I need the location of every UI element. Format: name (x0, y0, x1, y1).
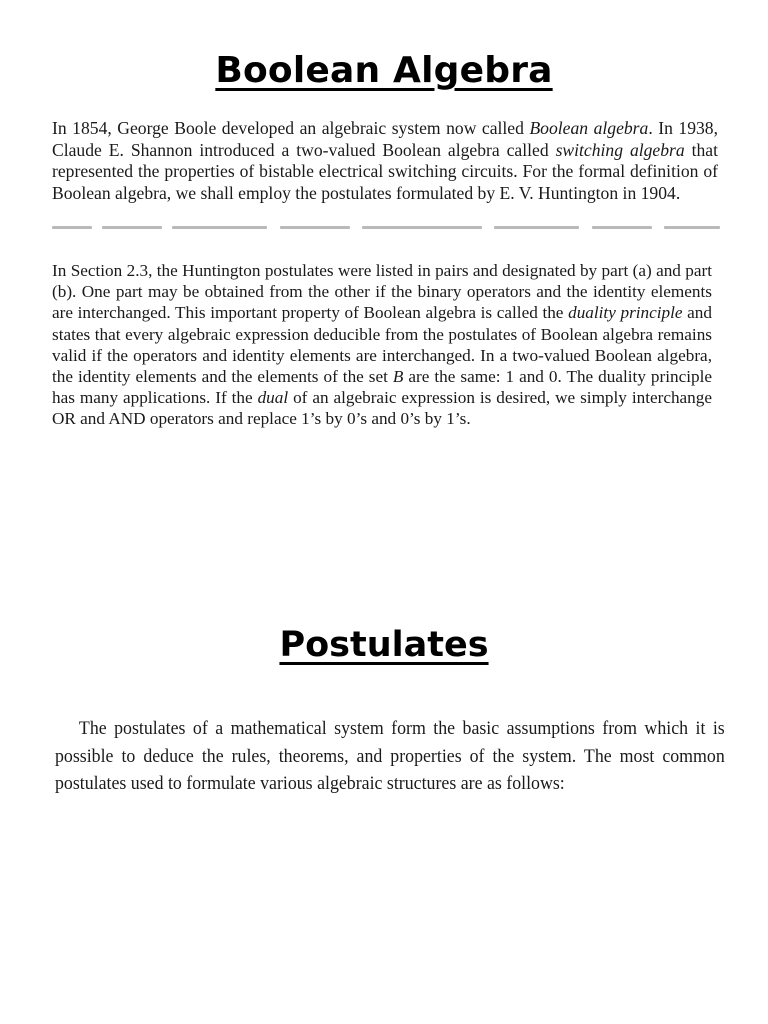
duality-text-4: of an algebraic expression is desired, we simply interchange OR and AND operators and replace 1’s by 0’s and 0’s by 1’s. (52, 388, 712, 429)
duality-text-1: In Section 2.3, the Huntington postulates were listed in pairs and designated by part (a) and part (b). One part may be obtained from the other if the binary operators and the identity elements are interchanged. This important property of Boolean algebra is called the (52, 261, 712, 323)
intro-text-2: . In 1938, Claude E. Shannon introduced a two-valued Boolean algebra called (52, 118, 719, 160)
intro-text-3: that represented the properties of bistable electrical switching circuits. For the formal definition of Boolean algebra, we shall employ the postulates formulated by E. V. Huntington in 1904. (52, 139, 719, 203)
boolean-algebra-intro-paragraph (52, 118, 718, 204)
duality-principle-paragraph (52, 260, 712, 430)
duality-em-duality-principle: duality principle (568, 303, 683, 323)
duality-text-2: and states that every algebraic expression deducible from the postulates of Boolean algebra remains valid if the operators and identity elements are interchanged. In a two-valued Boolean algebra, the identity elements and the elements of the set (52, 303, 712, 387)
duality-em-set-b: B (392, 367, 404, 387)
boolean-algebra-heading (0, 50, 768, 91)
cropped-text-line-fragment (52, 226, 720, 230)
postulates-heading (0, 625, 768, 665)
boolean-algebra-heading-text: Boolean Algebra (215, 50, 553, 91)
duality-text-3: are the same: 1 and 0. The duality principle has many applications. If the (52, 367, 713, 408)
postulates-paragraph: The postulates of a mathematical system form the basic assumptions from which it is possible to deduce the rules, theorems, and properties of the system. The most common postulates used to formulate various algebraic structures are as follows: (55, 718, 725, 794)
intro-text-1: In 1854, George Boole developed an algebraic system now called (52, 118, 530, 138)
postulates-heading-text: Postulates (279, 625, 489, 665)
intro-em-boolean-algebra: Boolean algebra (529, 118, 649, 138)
intro-em-switching-algebra: switching algebra (555, 139, 685, 160)
duality-em-dual: dual (257, 388, 289, 408)
